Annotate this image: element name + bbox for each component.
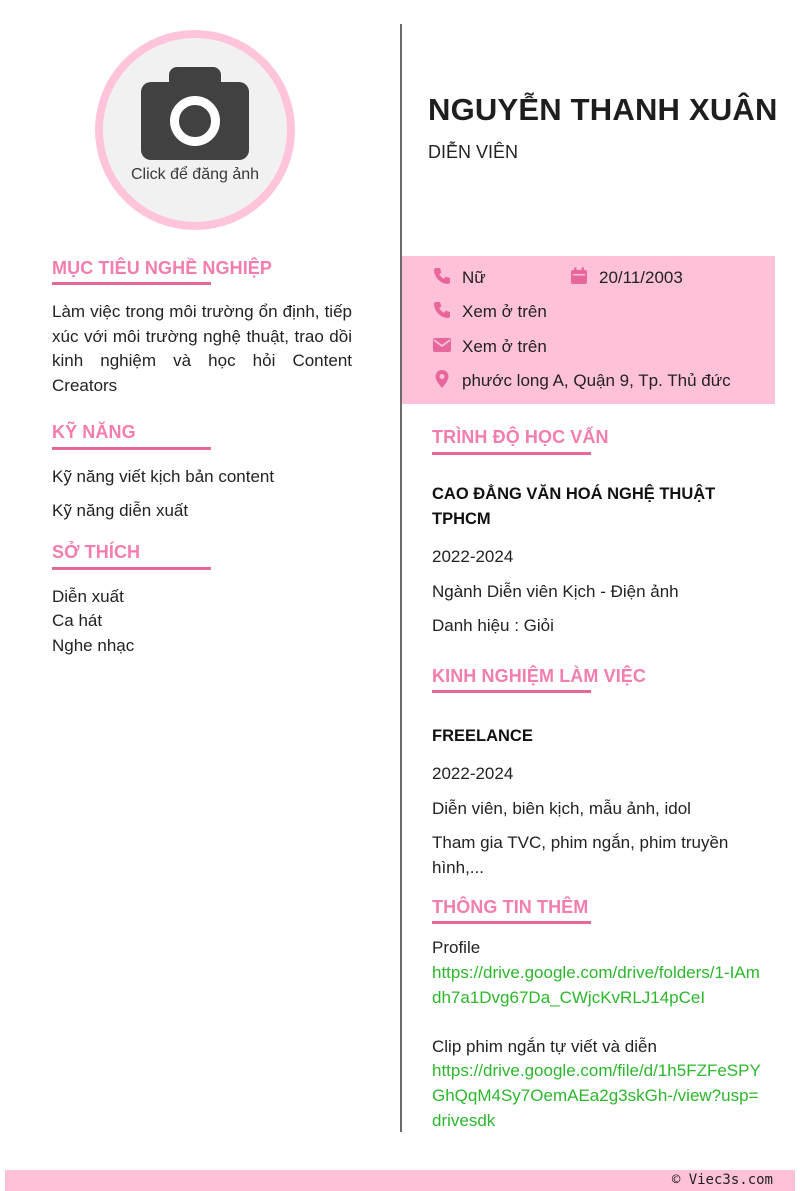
hobby-item: Ca hát [52, 611, 103, 630]
experience-underline [432, 690, 591, 693]
footer-bar [5, 1170, 795, 1191]
profile-label: Profile [432, 938, 481, 957]
school-name: CAO ĐẲNG VĂN HOÁ NGHỆ THUẬT TPHCM [432, 485, 716, 528]
phone-value: Xem ở trên [462, 302, 547, 321]
location-icon [432, 369, 452, 393]
skills-underline [52, 447, 211, 450]
hobbies-underline [52, 567, 211, 570]
education-honor: Danh hiệu : Giỏi [432, 616, 554, 635]
education-underline [432, 452, 591, 455]
gender-value: Nữ [462, 268, 486, 287]
education-period: 2022-2024 [432, 547, 514, 566]
job-title: DIỄN VIÊN [428, 142, 519, 162]
clip-link[interactable]: https://drive.google.com/file/d/1h5FZFeSPYGhQqM4Sy7OemAEa2g3skGh-/view?usp=drivesdk [432, 1061, 761, 1130]
candidate-name: NGUYỄN THANH XUÂN [428, 92, 778, 127]
additional-title: THÔNG TIN THÊM [432, 897, 589, 917]
email-icon [432, 335, 452, 359]
experience-title: KINH NGHIỆM LÀM VIỆC [432, 666, 647, 686]
address-value: phước long A, Quận 9, Tp. Thủ đức [462, 371, 731, 390]
education-major: Ngành Diễn viên Kịch - Điện ảnh [432, 582, 679, 601]
company-name: FREELANCE [432, 727, 533, 745]
hobbies-title: SỞ THÍCH [52, 542, 141, 562]
avatar-upload-label: Click để đăng ảnh [130, 166, 260, 183]
phone-icon [432, 300, 452, 324]
profile-link[interactable]: https://drive.google.com/drive/folders/1-IAmdh7a1Dvg67Da_CWjcKvRLJ14pCeI [432, 963, 760, 1007]
contact-box [402, 256, 775, 404]
skills-title: KỸ NĂNG [52, 422, 136, 442]
additional-underline [432, 921, 591, 924]
objective-text: Làm việc trong môi trường ổn định, tiếp xúc với môi trường nghệ thuật, trao dồi kinh nghiệm và học hỏi Content Creators [52, 302, 352, 395]
hobby-item: Nghe nhạc [52, 636, 135, 655]
experience-period: 2022-2024 [432, 764, 514, 783]
experience-role: Diễn viên, biên kịch, mẫu ảnh, idol [432, 799, 691, 818]
gender-icon [432, 266, 452, 290]
experience-description: Tham gia TVC, phim ngắn, phim truyền hình,... [432, 833, 729, 877]
clip-label: Clip phim ngắn tự viết và diễn [432, 1037, 657, 1056]
footer-copyright: © Viec3s.com [671, 1172, 773, 1188]
skill-item: Kỹ năng diễn xuất [52, 501, 189, 520]
camera-lens [170, 96, 220, 146]
calendar-icon [569, 266, 589, 290]
email-value: Xem ở trên [462, 337, 547, 356]
hobby-item: Diễn xuất [52, 587, 124, 606]
avatar-upload[interactable] [95, 30, 295, 230]
objective-title: MỤC TIÊU NGHỀ NGHIỆP [52, 258, 273, 278]
education-title: TRÌNH ĐỘ HỌC VẤN [432, 427, 609, 447]
birthday-value: 20/11/2003 [599, 268, 683, 287]
objective-underline [52, 282, 211, 285]
column-divider [400, 24, 402, 1132]
skill-item: Kỹ năng viết kịch bản content [52, 467, 275, 486]
